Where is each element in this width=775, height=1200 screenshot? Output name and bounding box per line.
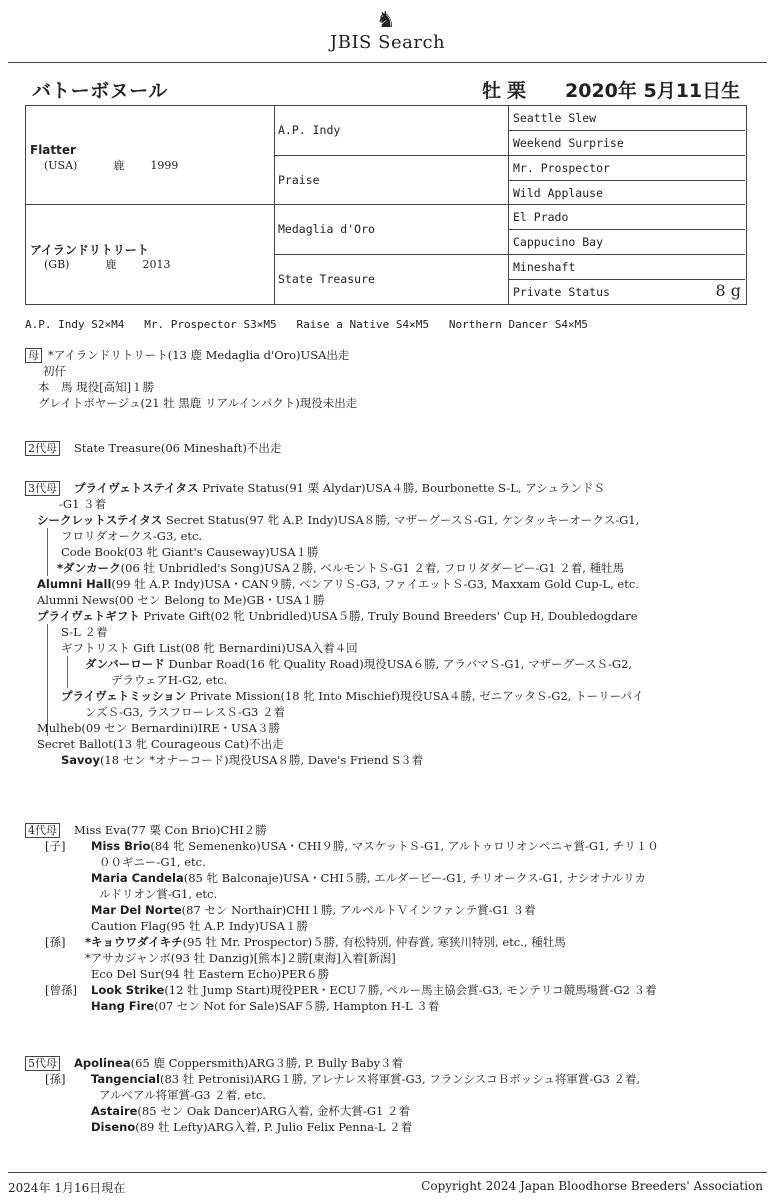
g3-cell <box>509 181 745 205</box>
label-grandchild: [孫] <box>45 1072 66 1086</box>
family-line: デラウェアH-G2, etc. <box>111 673 228 687</box>
horse-name: バトーボヌール <box>32 80 168 102</box>
footer-divider <box>8 1172 767 1173</box>
g3-name: Seattle Slew <box>513 111 597 125</box>
family-line: Astaire(85 セン Oak Dancer)ARG入着, 金杯大賞-G1 ２着 <box>91 1104 410 1118</box>
family-line: Maria Candela(85 牝 Balconaje)USA・CHI５勝, エルダービー-G1, チリオークス-G1, ナシオナルリカ <box>91 871 646 885</box>
sire-cell <box>26 106 275 205</box>
family-line: ルドリオン賞-G1, etc. <box>99 887 218 901</box>
family-line: Hang Fire(07 セン Not for Sale)SAF５勝, Hampton H-L ３着 <box>91 999 440 1013</box>
gen4-head: 4代母 Miss Eva(77 栗 Con Brio)CHI２勝 <box>25 822 267 838</box>
jbis-logo[interactable] <box>330 8 460 54</box>
family-line: Secret Ballot(13 牝 Courageous Cat)不出走 <box>37 737 284 751</box>
logo-text: JBIS Search <box>330 32 446 53</box>
footer-date: 2024年 1月16日現在 <box>8 1181 126 1195</box>
family-line: Miss Brio(84 牝 Semenenko)USA・CHI９勝, マスケットＳ-G1, アルトゥロリオンペニャ賞-G1, チリ１０ <box>91 839 659 853</box>
sire-dam-cell <box>275 156 509 205</box>
family-line: シークレットステイタス Secret Status(97 牝 A.P. Indy)USA８勝, マザーグースＳ-G1, ケンタッキーオークス-G1, <box>37 513 640 527</box>
g3-name: Wild Applause <box>513 186 604 200</box>
g3-cell <box>509 255 745 280</box>
dam-line: 初仔 <box>43 364 66 378</box>
inbreeding-line: A.P. Indy S2×M4 Mr. Prospector S3×M5 Raise a Native S4×M5 Northern Dancer S4×M5 <box>25 318 588 331</box>
g3-cell <box>509 156 745 181</box>
gen3-head-cont: -G1 ３着 <box>59 497 107 511</box>
family-line: Look Strike(12 牡 Jump Start)現役PER・ECU７勝, ペルー馬主協会賞-G3, モンテリコ競馬場賞-G2 ３着 <box>91 983 657 997</box>
family-line: *キョウワダイキチ(95 牡 Mr. Prospector)５勝, 有松特別, 仲春賞, 寒狭川特別, etc., 種牡馬 <box>85 935 566 949</box>
family-line: Code Book(03 牝 Giant's Causeway)USA１勝 <box>61 545 319 559</box>
sire-sire-name: A.P. Indy <box>278 123 341 137</box>
family-line: ンズＳ-G3, ラスフローレスＳ-G3 ２着 <box>85 705 285 719</box>
gen5-tag: 5代母 <box>25 1056 60 1071</box>
family-line: S-L ２着 <box>61 625 108 639</box>
family-line: Caution Flag(95 牡 A.P. Indy)USA１勝 <box>91 919 309 933</box>
horse-jockey-icon: ♞ <box>376 8 396 33</box>
gen3-section <box>25 480 745 800</box>
family-line: Tangencial(83 牡 Petronisi)ARG１勝, アレナレス将軍賞-G3, フランシスコＢボッシュ将軍賞-G3 ２着, <box>91 1072 641 1086</box>
g3-name: Mineshaft <box>513 260 576 274</box>
g3-cell <box>509 280 745 304</box>
family-line: アルベアル将軍賞-G3 ２着, etc. <box>99 1088 266 1102</box>
tree-connector <box>67 656 68 688</box>
pedigree-table <box>25 105 747 305</box>
gen3-head: 3代母 プライヴェトステイタス Private Status(91 栗 Alydar)USA４勝, Bourbonette S-L, アシュランドＳ <box>25 480 605 496</box>
dam-section <box>25 347 745 427</box>
family-line: プライヴェトギフト Private Gift(02 牝 Unbridled)USA５勝, Truly Bound Breeders' Cup H, Doubledogdare <box>37 609 638 623</box>
dam-name: アイランドリトリート <box>30 243 149 257</box>
horse-sex-color: 牡栗 <box>482 80 533 102</box>
gen2-section <box>25 440 745 458</box>
family-line: Mar Del Norte(87 セン Northair)CHI１勝, アルベルトＶインファンテ賞-G1 ３着 <box>91 903 536 917</box>
dam-sire-cell <box>275 205 509 255</box>
g3-name: Weekend Surprise <box>513 136 624 150</box>
family-line: Savoy(18 セン *オナーコード)現役USA８勝, Dave's Friend S３着 <box>61 753 424 767</box>
dam-details: (GB) 鹿 2013 <box>44 258 171 271</box>
family-line: *アサカジャンボ(93 牡 Danzig)[熊本]２勝[東海]入着[新潟] <box>85 951 396 965</box>
g3-name: Mr. Prospector <box>513 161 610 175</box>
g3-cell <box>509 205 745 230</box>
weight-label: 8 g <box>715 281 741 300</box>
footer-copyright: Copyright 2024 Japan Bloodhorse Breeders' Association <box>421 1179 763 1193</box>
sire-sire-cell <box>275 106 509 156</box>
dam-tag: 母 <box>25 348 42 363</box>
g3-cell <box>509 131 745 156</box>
dam-dam-name: State Treasure <box>278 272 375 286</box>
family-line: プライヴェトミッション Private Mission(18 牝 Into Mischief)現役USA４勝, ゼニアッタＳ-G2, トーリーパイ <box>61 689 644 703</box>
dam-line: 本 馬 現役[高知]１勝 <box>38 380 155 394</box>
gen4-tag: 4代母 <box>25 823 60 838</box>
g3-cell <box>509 230 745 255</box>
family-line: Mulheb(09 セン Bernardini)IRE・USA３勝 <box>37 721 280 735</box>
label-grandchild: [孫] <box>45 935 66 949</box>
gen4-section <box>25 822 745 1042</box>
gen2-line: 2代母 State Treasure(06 Mineshaft)不出走 <box>25 440 281 456</box>
family-line: Alumni News(00 セン Belong to Me)GB・USA１勝 <box>37 593 325 607</box>
family-line: フロリダオークス-G3, etc. <box>61 529 203 543</box>
dam-cell <box>26 205 275 304</box>
sire-dam-name: Praise <box>278 173 320 187</box>
g3-name: Private Status <box>513 285 610 299</box>
tree-connector <box>47 528 48 576</box>
family-line: ００ギニー-G1, etc. <box>99 855 206 869</box>
g3-cell <box>509 106 745 131</box>
family-line: Alumni Hall(99 牡 A.P. Indy)USA・CAN９勝, ベンアリＳ-G3, ファイエットＳ-G3, Maxxam Gold Cup-L, etc. <box>37 577 639 591</box>
family-line: Diseno(89 牡 Lefty)ARG入着, P. Julio Felix Penna-L ２着 <box>91 1120 413 1134</box>
g3-name: Cappucino Bay <box>513 235 604 249</box>
dam-dam-cell <box>275 255 509 304</box>
sire-name: Flatter <box>30 143 76 157</box>
gen5-head: 5代母 Apolinea(65 鹿 Coppersmith)ARG３勝, P. Bully Baby３着 <box>25 1055 403 1071</box>
family-line: ダンバーロード Dunbar Road(16 牝 Quality Road)現役USA６勝, アラバマＳ-G1, マザーグースＳ-G2, <box>85 657 633 671</box>
family-line: ギフトリスト Gift List(08 牝 Bernardini)USA入着４回 <box>61 641 358 655</box>
horse-birth-date: 2020年 5月11日生 <box>565 80 741 102</box>
gen3-tag: 3代母 <box>25 481 60 496</box>
label-great-grandchild: [曾孫] <box>45 983 77 997</box>
dam-line: グレイトボヤージュ(21 牡 黒鹿 リアルインパクト)現役未出走 <box>38 396 358 410</box>
header-divider <box>8 62 767 63</box>
gen2-tag: 2代母 <box>25 441 60 456</box>
family-line: Eco Del Sur(94 牡 Eastern Echo)PER６勝 <box>91 967 330 981</box>
dam-line: 母 *アイランドリトリート(13 鹿 Medaglia d'Oro)USA出走 <box>25 347 349 363</box>
dam-sire-name: Medaglia d'Oro <box>278 222 375 236</box>
gen5-section <box>25 1055 745 1145</box>
sire-details: (USA) 鹿 1999 <box>44 159 179 172</box>
g3-name: El Prado <box>513 210 569 224</box>
family-line: *ダンカーク(06 牡 Unbridled's Song)USA２勝, ベルモントＳ-G1 ２着, フロリダダービー-G1 ２着, 種牡馬 <box>57 561 625 575</box>
label-child: [子] <box>45 839 66 853</box>
